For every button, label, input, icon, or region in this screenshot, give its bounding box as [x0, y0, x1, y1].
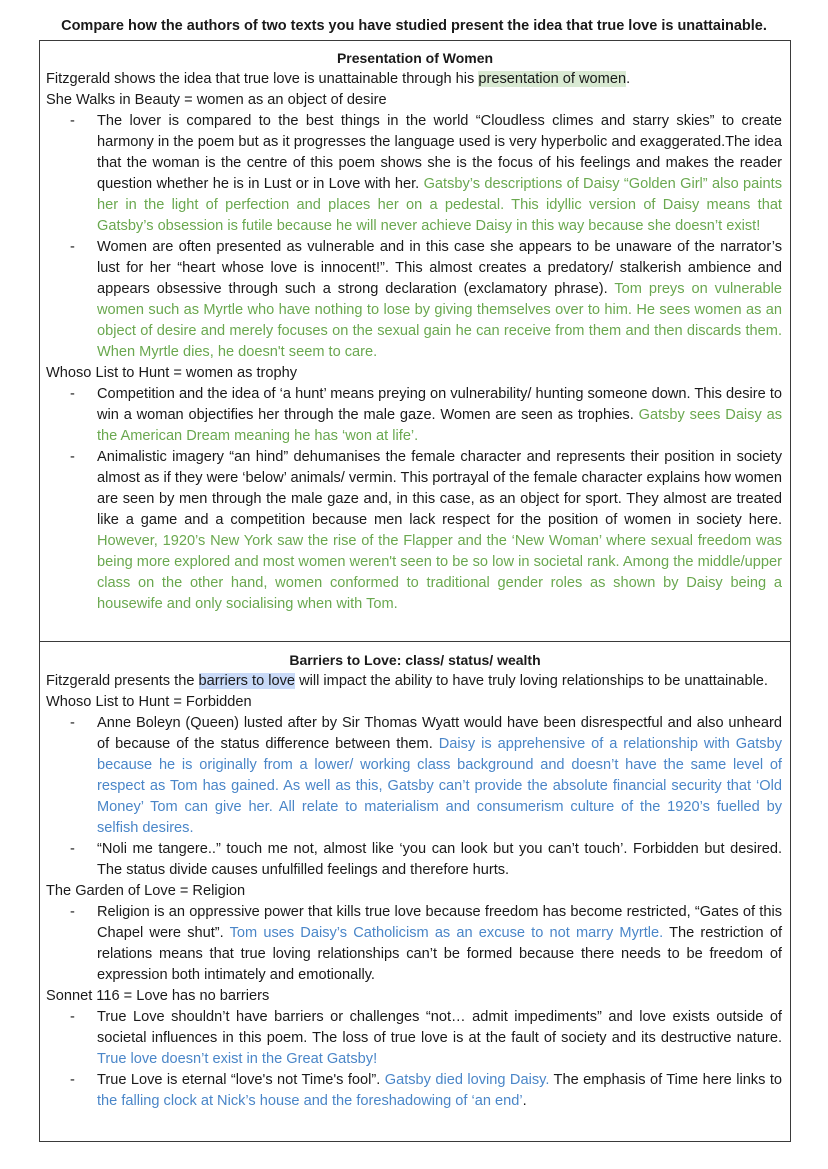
section-heading: Barriers to Love: class/ status/ wealth [289, 652, 541, 668]
bullet-point: - Animalistic imagery “an hind” dehumanises the female character and represents their position in society almost as if they were ‘below’ animals/ vermin. This portrayal of the female character explains how women are seen by men through the male gaze and, in this case, as an object for sport. They almost are treated like a game and a competition because men lack respect for the position of women in society here. However, 1920’s New York saw the rise of the Flapper and the ‘New Woman’ where sexual freedom was being more explored and most women weren't seen to be so low in societal rank. Among the middle/upper class on the other hand, women conformed to traditional gender roles as shown by Daisy being a housewife and only socialising when with Tom. [70, 449, 782, 612]
dash-marker: - [70, 239, 75, 255]
poem-label: Whoso List to Hunt = women as trophy [46, 365, 298, 381]
dash-marker: - [70, 715, 75, 731]
dash-marker: - [70, 841, 75, 857]
dash-marker: - [70, 113, 75, 129]
dash-marker: - [70, 904, 75, 920]
poem-label: Sonnet 116 = Love has no barriers [46, 988, 270, 1004]
gatsby-link-text: Tom preys on vulnerable women such as Myrtle who have nothing to lose by giving themselves over to him. He sees women as an object of desire and merely focuses on the sexual gain he can receive from them and then discards them. When Myrtle dies, he doesn't seem to care. [97, 281, 782, 360]
intro-paragraph: Fitzgerald shows the idea that true love is unattainable through his presentation of women. [46, 71, 631, 87]
bullet-point: - True Love is eternal “love's not Time's fool”. Gatsby died loving Daisy. The emphasis of Time here links to the falling clock at Nick’s house and the foreshadowing of ‘an end’. [70, 1072, 782, 1109]
section-barriers [46, 650, 784, 1112]
gatsby-link-text: Daisy is apprehensive of a relationship with Gatsby because he is originally from a lower/ working class background and doesn’t have the same level of respect as Tom has gained. As well as this, Gatsby can’t provide the absolute financial security that ‘Old Money’ Tom can give her. All relate to materialism and consumerism culture of the 1920’s fuelled by selfish desires. [97, 736, 782, 836]
bullet-point: - True Love shouldn’t have barriers or challenges “not… admit impediments” and love exists outside of societal influences in this poem. The loss of true love is at the fault of society and its destructive nature. True love doesn’t exist in the Great Gatsby! [70, 1009, 782, 1067]
highlighted-phrase: presentation of women [478, 71, 627, 87]
gatsby-link-text: Tom uses Daisy’s Catholicism as an excuse to not marry Myrtle. [229, 925, 664, 941]
dash-marker: - [70, 386, 75, 402]
highlighted-phrase: barriers to love [198, 673, 296, 689]
gatsby-link-text: Gatsby died loving Daisy. [384, 1072, 550, 1088]
poem-label: Whoso List to Hunt = Forbidden [46, 694, 252, 710]
intro-paragraph: Fitzgerald presents the barriers to love will impact the ability to have truly loving relationships to be unattainable. [46, 673, 768, 689]
dash-marker: - [70, 1072, 75, 1088]
poem-label: She Walks in Beauty = women as an object of desire [46, 92, 387, 108]
gatsby-link-text: True love doesn’t exist in the Great Gatsby! [97, 1051, 378, 1067]
gatsby-link-text: Gatsby’s descriptions of Daisy “Golden Girl” also paints her in the light of perfection and places her on a pedestal. This idyllic version of Daisy means that Gatsby’s obsession is futile because he will never achieve Daisy in this way because she doesn’t exist! [97, 176, 782, 234]
bullet-point: - Religion is an oppressive power that kills true love because freedom has become restricted, “Gates of this Chapel were shut”. Tom uses Daisy’s Catholicism as an excuse to not marry Myrtle. The restriction of relations means that true loving relationships can’t be formed because there needs to be freedom of expression both intimately and emotionally. [70, 904, 782, 983]
section-women [46, 48, 784, 615]
gatsby-link-text: the falling clock at Nick’s house and the foreshadowing of ‘an end’ [97, 1093, 523, 1109]
bullet-point: - “Noli me tangere..” touch me not, almost like ‘you can look but you can’t touch’. Forbidden but desired. The status divide causes unfulfilled feelings and therefore hurts. [70, 841, 782, 878]
bullet-point: - The lover is compared to the best things in the world “Cloudless climes and starry skies” to create harmony in the poem but as it progresses the language used is very hyperbolic and exaggerated.The idea that the woman is the centre of this poem shows she is the focus of his feelings and makes the reader question whether he is in Lust or in Love with her. Gatsby’s descriptions of Daisy “Golden Girl” also paints her in the light of perfection and places her on a pedestal. This idyllic version of Daisy means that Gatsby’s obsession is futile because he will never achieve Daisy in this way because she doesn’t exist! [70, 113, 782, 234]
dash-marker: - [70, 1009, 75, 1025]
gatsby-link-text: Gatsby sees Daisy as the American Dream meaning he has ‘won at life’. [97, 407, 782, 444]
dash-marker: - [70, 449, 75, 465]
bullet-point: - Women are often presented as vulnerable and in this case she appears to be unaware of the narrator’s lust for her “heart whose love is innocent!”. This almost creates a predatory/ stalkerish ambience and appears obsessive through such a strong declaration (exclamatory phrase). Tom preys on vulnerable women such as Myrtle who have nothing to lose by giving themselves over to him. He sees women as an object of desire and merely focuses on the sexual gain he can receive from them and then discards them. When Myrtle dies, he doesn't seem to care. [70, 239, 782, 360]
bullet-point: - Anne Boleyn (Queen) lusted after by Sir Thomas Wyatt would have been disrespectful and also unheard of because of the status difference between them. Daisy is apprehensive of a relationship with Gatsby because he is originally from a lower/ working class background and doesn’t have the same level of respect as Tom has gained. As well as this, Gatsby can’t provide the absolute financial security that ‘Old Money’ Tom can give her. All relate to materialism and consumerism culture of the 1920’s fuelled by selfish desires. [70, 715, 782, 836]
poem-label: The Garden of Love = Religion [46, 883, 246, 899]
bullet-point: - Competition and the idea of ‘a hunt’ means preying on vulnerability/ hunting someone down. This desire to win a woman objectifies her through the male gaze. Women are seen as trophies. Gatsby sees Daisy as the American Dream meaning he has ‘won at life’. [70, 386, 782, 444]
section-heading: Presentation of Women [336, 50, 494, 66]
question-title: Compare how the authors of two texts you have studied present the idea that true love is unattainable. [61, 18, 767, 34]
gatsby-link-text: However, 1920’s New York saw the rise of the Flapper and the ‘New Woman’ where sexual freedom was being more explored and most women weren't seen to be so low in societal rank. Among the middle/upper class on the other hand, women conformed to traditional gender roles as shown by Daisy being a housewife and only socialising when with Tom. [97, 533, 782, 612]
